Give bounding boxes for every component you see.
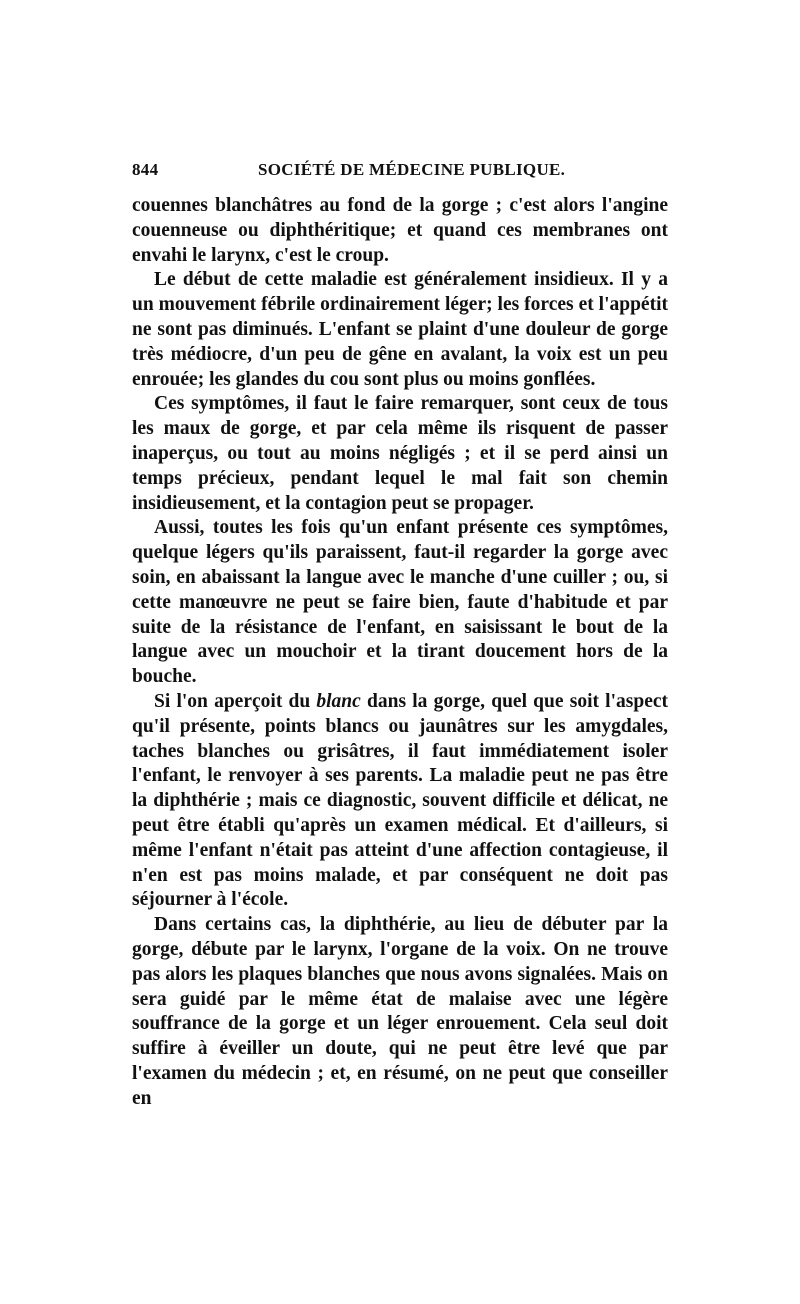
running-head bbox=[132, 160, 668, 186]
paragraph-white-spots bbox=[132, 690, 668, 913]
paragraph-examination: Aussi, toutes les fois qu'un enfant présente ces symptômes, quelque légers qu'ils paraissent, faut-il regarder la gorge avec soin, en abaissant la langue avec le manche d'une cuiller ; ou, si cette manœuvre ne peut se faire bien, faute d'habitude et par suite de la résistance de l'enfant, en saisissant le bout de la langue avec un mouchoir et la tirant doucement hors de la bouche. bbox=[132, 517, 668, 688]
paragraph-larynx: Dans certains cas, la diphthérie, au lieu de débuter par la gorge, débute par le larynx, l'organe de la voix. On ne trouve pas alors les plaques blanches que nous avons signalées. Mais on sera guidé par le même état de malaise avec une légère souffrance de la gorge et un léger enrouement. Cela seul doit suffire à éveiller un doute, qui ne peut être levé que par l'examen du médecin ; et, en résumé, on ne peut que conseiller en bbox=[132, 914, 668, 1109]
page-number: 844 bbox=[132, 160, 159, 179]
paragraph-white-spots-end: dans la gorge, quel que soit l'aspect qu'il présente, points blancs ou jaunâtres sur les amygdales, taches blanches ou grisâtres, il faut immédiatement isoler l'enfant, le renvoyer à ses parents. La maladie peut ne pas être la diphthérie ; mais ce diagnostic, souvent difficile et délicat, ne peut être établi qu'après un examen médical. Et d'ailleurs, si même l'enfant n'était pas atteint d'une affection contagieuse, il n'en est pas moins malade, et par conséquent ne doit pas séjourner à l'école. bbox=[132, 690, 668, 911]
paragraph-continuation: couennes blanchâtres au fond de la gorge ; c'est alors l'angine couenneuse ou diphthéritique; et quand ces membranes ont envahi le larynx, c'est le croup. bbox=[132, 195, 668, 266]
paragraph-white-spots-start: Si l'on aperçoit du bbox=[154, 690, 317, 712]
running-title: SOCIÉTÉ DE MÉDECINE PUBLIQUE. bbox=[258, 160, 566, 179]
emphasis-blanc: blanc bbox=[316, 690, 361, 712]
paragraph-onset: Le début de cette maladie est généralement insidieux. Il y a un mouvement fébrile ordinairement léger; les forces et l'appétit ne sont pas diminués. L'enfant se plaint d'une douleur de gorge très médiocre, d'un peu de gêne en avalant, la voix est un peu enrouée; les glandes du cou sont plus ou moins gonflées. bbox=[132, 269, 668, 390]
paragraph-symptoms: Ces symptômes, il faut le faire remarquer, sont ceux de tous les maux de gorge, et par cela même ils risquent de passer inaperçus, ou tout au moins négligés ; et il se perd ainsi un temps précieux, pendant lequel le mal fait son chemin insidieusement, et la contagion peut se propager. bbox=[132, 393, 668, 514]
body-text bbox=[132, 194, 668, 1111]
